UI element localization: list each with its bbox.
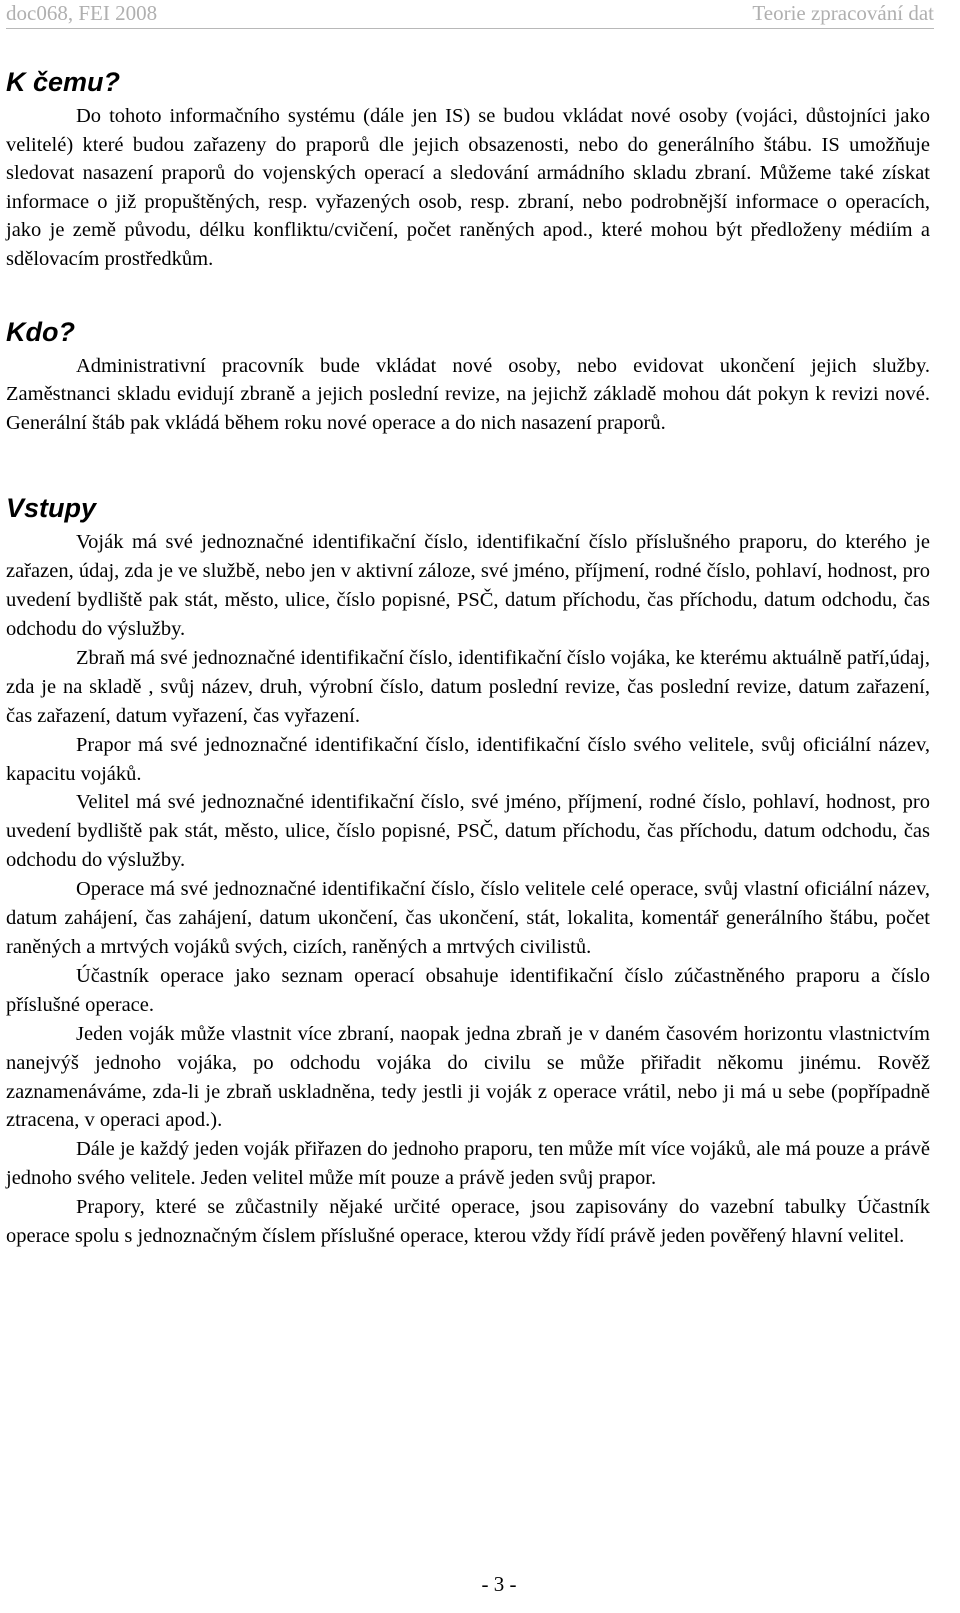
paragraph: Do tohoto informačního systému (dále jen IS) se budou vkládat nové osoby (vojáci, důstojníci jako velitelé) které budou zařazeny do praporů dle jejich obsazenosti, nebo do generálního štábu. IS umožňuje sledovat nasazení praporů do vojenských operací a sledování armádního skladu zbraní. Můžeme také získat informace o již propuštěných, resp. vyřazených osob, resp. zbraní, nebo podrobnější informace o operacích, jako je země původu, délku konfliktu/cvičení, počet raněných apod., které mohou být předloženy médiím a sdělovacím prostředkům. bbox=[6, 105, 930, 270]
section-vstupy bbox=[6, 488, 930, 1251]
paragraph: Dále je každý jeden voják přiřazen do jednoho praporu, ten může mít více vojáků, ale má pouze a právě jednoho svého velitele. Jeden velitel může mít pouze a právě jeden svůj prapor. bbox=[6, 1138, 930, 1190]
header-title: Teorie zpracování dat bbox=[752, 1, 934, 25]
paragraph: Jeden voják může vlastnit více zbraní, naopak jedna zbraň je v daném časovém horizontu vlastnictvím nanejvýš jednoho vojáka, po odchodu vojáka do civilu se může přiřadit někomu jinému. Rověž zaznamenáváme, zda-li je zbraň uskladněna, tedy jestli ji voják z operace vrátil, nebo ji má u sebe (popřípadně ztracena, v operaci apod.). bbox=[6, 1022, 930, 1132]
paragraph: Prapor má své jednoznačné identifikační číslo, identifikační číslo svého velitele, svůj oficiální název, kapacitu vojáků. bbox=[6, 733, 930, 785]
section-heading: K čemu? bbox=[6, 67, 121, 97]
section-heading: Vstupy bbox=[6, 493, 97, 524]
page-header bbox=[6, 0, 934, 29]
section-heading: Kdo? bbox=[6, 316, 75, 347]
paragraph: Administrativní pracovník bude vkládat nové osoby, nebo evidovat ukončení jejich služby. Zaměstnanci skladu evidují zbraně a jejich poslední revize, na jejichž základě mohou dát pokyn k revizi nové. Generální štáb pak vkládá během roku nové operace a do nich nasazení praporů. bbox=[6, 354, 930, 435]
section-kdo bbox=[6, 312, 930, 439]
paragraph: Operace má své jednoznačné identifikační číslo, číslo velitele celé operace, svůj vlastní oficiální název, datum zahájení, čas zahájení, datum ukončení, čas ukončení, stát, lokalita, komentář generálního štábu, počet raněných a mrtvých vojáků svých, cizích, raněných a mrtvých civilistů. bbox=[6, 878, 930, 958]
section-k-cemu bbox=[6, 62, 930, 274]
paragraph: Velitel má své jednoznačné identifikační číslo, své jméno, příjmení, rodné číslo, pohlaví, hodnost, pro uvedení bydliště pak stát, město, ulice, číslo popisné, PSČ, datum příchodu, čas příchodu, datum odchodu, čas odchodu do výslužby. bbox=[6, 791, 930, 872]
paragraph: Voják má své jednoznačné identifikační číslo, identifikační číslo příslušného praporu, do kterého je zařazen, údaj, zda je ve službě, nebo jen v aktivní záloze, své jméno, příjmení, rodné číslo, pohlaví, hodnost, pro uvedení bydliště pak stát, město, ulice, číslo popisné, PSČ, datum příchodu, čas příchodu, datum odchodu, čas odchodu do výslužby. bbox=[6, 531, 930, 640]
paragraph: Účastník operace jako seznam operací obsahuje identifikační číslo zúčastněného praporu a číslo příslušné operace. bbox=[6, 964, 930, 1016]
page-number: - 3 - bbox=[481, 1572, 517, 1596]
paragraph: Prapory, které se zůčastnily nějaké určité operace, jsou zapisovány do vazební tabulky Účastník operace spolu s jednoznačným číslem příslušné operace, kterou vždy řídí právě jeden pověřený hlavní velitel. bbox=[6, 1196, 930, 1248]
document-body bbox=[6, 62, 930, 1251]
header-doc-id: doc068, FEI 2008 bbox=[6, 1, 158, 25]
paragraph: Zbraň má své jednoznačné identifikační číslo, identifikační číslo vojáka, ke kterému aktuálně patří,údaj, zda je na skladě , svůj název, druh, výrobní číslo, datum poslední revize, čas poslední revize, datum zařazení, čas zařazení, datum vyřazení, čas vyřazení. bbox=[6, 646, 930, 727]
